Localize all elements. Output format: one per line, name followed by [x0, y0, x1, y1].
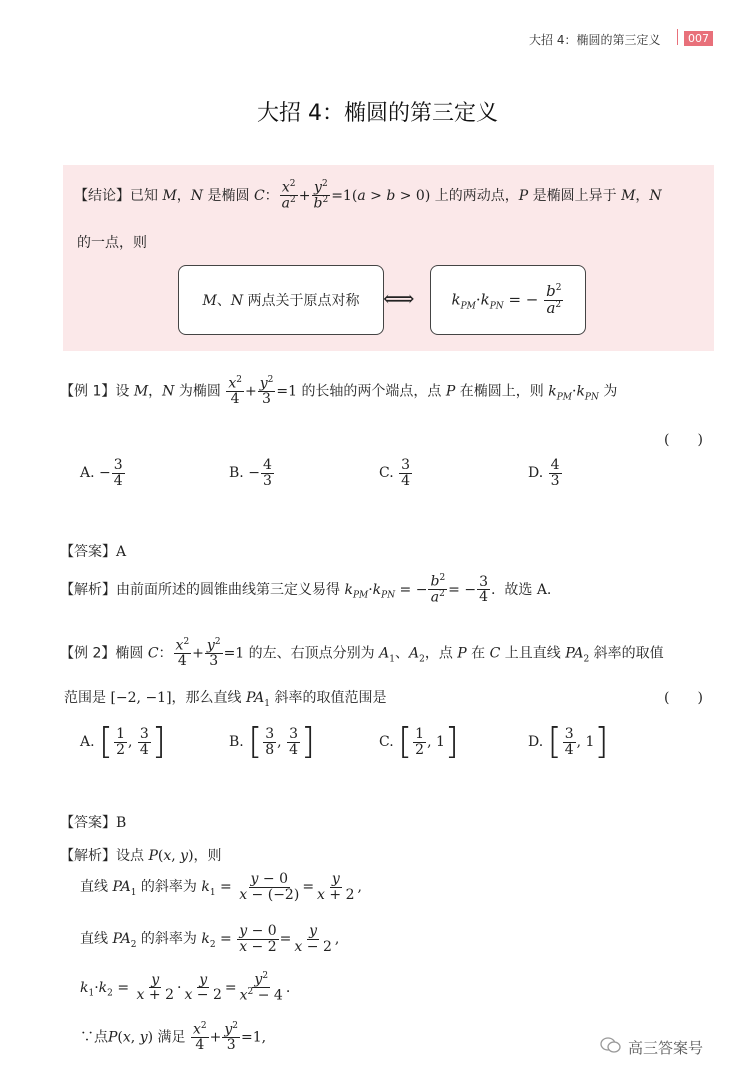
example2-answer-paren: ( ) — [664, 690, 703, 706]
text: 在 — [471, 645, 486, 662]
fraction: $\frac{b^2}{a^2}$ — [546, 281, 562, 317]
fraction: $\frac{1}{2}$ — [116, 725, 125, 758]
answer-value: A — [116, 544, 127, 560]
text: ∵点 — [80, 1029, 108, 1046]
conclusion-line1: 【结论】已知 M，N 是椭圆 C： $\frac{x^2}{a^2}$ + $\frac{y^2}{b^2}$ =1(a > b > 0) 上的两动点，P 是椭圆上异于 M，N — [74, 179, 662, 212]
example2-option-d[interactable] — [528, 721, 609, 762]
fraction: $\frac{y^2}{3}$ — [206, 637, 221, 670]
watermark-text: 高三答案号 — [628, 1039, 704, 1057]
fraction: $\frac{3}{4}$ — [564, 725, 574, 758]
example1-option-b[interactable] — [229, 458, 275, 488]
symmetry-box: M、N 两点关于原点对称 — [178, 265, 384, 335]
interval: [ $\frac{3}{4}$ , 1 ] — [547, 721, 609, 762]
text: ，点 — [424, 645, 453, 662]
fraction: $\frac{x^2}{4}$ — [175, 637, 190, 670]
sign: − — [248, 465, 260, 482]
interval: [ $\frac{3}{8}$ , $\frac{3}{4}$ ] — [248, 721, 316, 762]
example2-line2: 范围是 [−2, −1]，那么直线 $PA_1$ 斜率的取值范围是 — [64, 690, 387, 709]
text: 故选 A. — [504, 581, 552, 598]
slope-product-box: $k_{PM}\cdot k_{PN}$ = − $\frac{b^2}{a^2}$ — [430, 265, 586, 335]
text: 斜率的取值 — [593, 645, 664, 662]
interval: [ $\frac{1}{2}$ , 1 ] — [398, 721, 459, 762]
example1-answer — [60, 541, 126, 561]
text: 的斜率为 — [140, 879, 197, 896]
double-arrow-icon: ⟺ — [383, 287, 415, 312]
text: 为椭圆 — [178, 383, 221, 400]
option-letter: A. — [80, 734, 95, 750]
answer-label: 【答案】 — [60, 815, 116, 831]
text: 椭圆 — [115, 645, 144, 662]
example2-option-c[interactable] — [379, 721, 459, 762]
text: 上且直线 — [504, 645, 561, 662]
interval: [ $\frac{1}{2}$ , $\frac{3}{4}$ ] — [99, 721, 166, 762]
solution-step-3: $k_1\cdot k_2$ = $\frac{y}{x + 2}$ · $\frac{y}{x - 2}$ = $\frac{y^2}{x^2 - 4}$ . — [80, 971, 291, 1004]
text: 上的两动点， — [434, 187, 519, 204]
option-letter: B. — [229, 465, 244, 482]
page-title: 大招 4：椭圆的第三定义 — [257, 101, 498, 126]
fraction: $\frac{y - 0}{x - (-2)}$ — [239, 871, 300, 903]
example1-option-d[interactable] — [528, 458, 563, 488]
solution-step-2: 直线 $PA_2$ 的斜率为 $k_2$ = $\frac{y - 0}{x - 2}$ = $\frac{y}{x - 2}$ , — [80, 923, 340, 955]
fraction: $\frac{y}{x + 2}$ — [317, 871, 355, 903]
fraction: $\frac{x^2}{4}$ — [228, 375, 242, 408]
fraction: $\frac{1}{2}$ — [415, 725, 425, 758]
fraction: $\frac{3}{8}$ — [265, 725, 275, 758]
text: 已知 — [130, 187, 158, 204]
page-number: 007 — [684, 31, 713, 46]
text: 设 — [115, 383, 130, 400]
example1-analysis: 【解析】由前面所述的圆锥曲线第三定义易得 $k_{PM}\cdot k_{PN}$ = − $\frac{b^2}{a^2}$ = − $\frac{3}{4}$ . 故选 A. — [60, 573, 552, 606]
fraction: $\frac{4}{3}$ — [262, 457, 272, 489]
example1-label: 【例 1】 — [60, 383, 116, 400]
example2-line1: 【例 2】椭圆 C： $\frac{x^2}{4}$ + $\frac{y^2}{3}$ =1 的左、右顶点分别为 $A_1$、$A_2$，点 P 在 C 上且直线 $PA_2$ 斜率的取值 — [60, 637, 664, 670]
option-letter: C. — [379, 465, 394, 482]
solution-step-4: ∵点P(x, y) 满足 $\frac{x^2}{4}$ + $\frac{y^2}{3}$ =1, — [80, 1021, 267, 1054]
example2-label: 【例 2】 — [60, 645, 116, 662]
conclusion-line2: 的一点，则 — [77, 235, 147, 251]
text: 范围是 [−2, −1]，那么直线 — [64, 690, 242, 706]
example2-answer — [60, 812, 126, 832]
text: 是椭圆上异于 — [532, 187, 617, 204]
fraction: $\frac{3}{4}$ — [289, 725, 298, 758]
answer-value: B — [116, 815, 127, 831]
fraction: $\frac{4}{3}$ — [550, 457, 560, 489]
option-letter: D. — [528, 465, 544, 482]
text: 直线 — [80, 931, 108, 948]
fraction: $\frac{x^2}{a^2}$ — [281, 179, 296, 212]
fraction: $\frac{x^2}{4}$ — [193, 1021, 207, 1054]
fraction: $\frac{y - 0}{x - 2}$ — [239, 923, 277, 955]
text: 的斜率为 — [140, 931, 197, 948]
analysis-label: 【解析】 — [60, 581, 116, 598]
text: 在椭圆上，则 — [459, 383, 544, 400]
fraction: $\frac{y}{x - 2}$ — [184, 971, 222, 1004]
example1-option-a[interactable] — [80, 458, 126, 488]
option-letter: D. — [528, 734, 544, 750]
text: 直线 — [80, 879, 108, 896]
fraction: $\frac{y}{x + 2}$ — [136, 971, 174, 1004]
example2-option-b[interactable] — [229, 721, 316, 762]
fraction: $\frac{y}{x - 2}$ — [294, 923, 332, 955]
analysis-label: 【解析】 — [60, 848, 116, 864]
answer-label: 【答案】 — [60, 544, 116, 560]
text: 的长轴的两个端点，点 — [301, 383, 442, 400]
text: 设点 — [116, 848, 144, 864]
example2-option-a[interactable] — [80, 721, 166, 762]
fraction: $\frac{y^2}{3}$ — [224, 1021, 239, 1054]
example1-line1: 【例 1】设 M，N 为椭圆 $\frac{x^2}{4}$ + $\frac{y^2}{3}$ =1 的长轴的两个端点，点 P 在椭圆上，则 $k_{PM}\cdot k_{PN}$ 为 — [60, 375, 618, 408]
fraction: $\frac{3}{4}$ — [139, 725, 149, 758]
solution-step-1: 直线 $PA_1$ 的斜率为 $k_1$ = $\frac{y - 0}{x - (-2)}$ = $\frac{y}{x + 2}$ , — [80, 871, 362, 903]
header-divider — [677, 29, 678, 45]
option-letter: B. — [229, 734, 244, 750]
example1-option-c[interactable] — [379, 458, 413, 488]
sign: − — [99, 465, 111, 482]
option-letter: C. — [379, 734, 394, 750]
fraction: $\frac{b^2}{a^2}$ — [430, 573, 446, 606]
header-chapter: 大招 4：椭圆的第三定义 — [529, 33, 661, 47]
fraction: $\frac{3}{4}$ — [113, 457, 123, 489]
fraction: $\frac{3}{4}$ — [401, 457, 411, 489]
text: 为 — [603, 383, 618, 400]
conclusion-label: 【结论】 — [74, 187, 130, 204]
fraction: $\frac{y^2}{x^2 - 4}$ — [239, 971, 283, 1004]
wechat-icon — [600, 1036, 622, 1054]
option-letter: A. — [80, 465, 95, 482]
fraction: $\frac{y^2}{3}$ — [259, 375, 274, 408]
fraction: $\frac{3}{4}$ — [479, 573, 489, 606]
text: 由前面所述的圆锥曲线第三定义易得 — [116, 581, 340, 598]
example1-answer-paren: ( ) — [664, 432, 703, 448]
text: ，则 — [193, 848, 222, 864]
fraction: $\frac{y^2}{b^2}$ — [313, 179, 329, 212]
text: 是椭圆 — [207, 187, 250, 204]
text: 的左、右顶点分别为 — [248, 645, 375, 662]
example2-analysis: 【解析】设点 P(x, y)，则 — [60, 848, 222, 864]
text: 满足 — [157, 1029, 186, 1046]
text: 斜率的取值范围是 — [274, 690, 387, 706]
